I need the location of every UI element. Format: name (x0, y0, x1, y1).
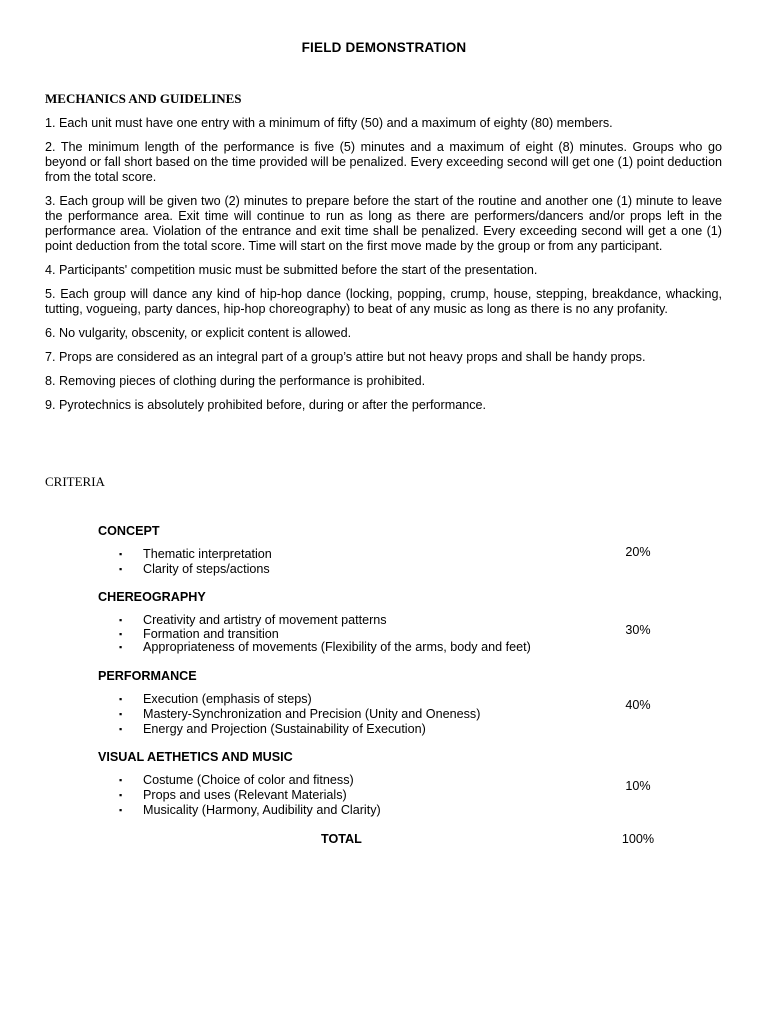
bullet-icon: ▪ (119, 789, 123, 800)
criteria-item (98, 773, 678, 788)
bullet-icon: ▪ (119, 549, 123, 559)
criteria-item (98, 628, 678, 642)
document-title: FIELD DEMONSTRATION (301, 40, 467, 55)
criteria-group-concept (98, 524, 678, 577)
criteria-item-label: Clarity of steps/actions (143, 561, 270, 576)
criteria-percent-chereography: 30% (625, 623, 651, 637)
criteria-group-title: VISUAL AETHETICS AND MUSIC (98, 750, 293, 764)
total-percent: 100% (621, 832, 655, 846)
guideline-rule-6: 6. No vulgarity, obscenity, or explicit content is allowed. (45, 326, 352, 340)
criteria-percent-concept: 20% (625, 545, 651, 559)
bullet-icon: ▪ (119, 723, 123, 734)
total-label: TOTAL (321, 832, 362, 846)
guideline-rule-2: 2. The minimum length of the performance is five (5) minutes and a maximum of eight (8) minutes. Groups who go beyond or fall short based on the time provided will be penalized. Every exceeding second will get one (1) point deduction from the total score. (45, 140, 722, 184)
criteria-item-label: Energy and Projection (Sustainability of Execution) (143, 721, 426, 736)
bullet-icon: ▪ (119, 642, 123, 652)
criteria-item-label: Musicality (Harmony, Audibility and Clarity) (143, 802, 381, 817)
bullet-icon: ▪ (119, 615, 123, 625)
criteria-item-list (98, 614, 678, 655)
criteria-item-label: Creativity and artistry of movement patterns (143, 613, 387, 627)
criteria-item (98, 562, 678, 577)
criteria-item-label: Thematic interpretation (143, 547, 272, 561)
bullet-icon: ▪ (119, 628, 123, 639)
criteria-item-label: Props and uses (Relevant Materials) (143, 787, 347, 802)
criteria-item-list (98, 692, 678, 736)
guideline-rule-7: 7. Props are considered as an integral part of a group’s attire but not heavy props and shall be handy props. (45, 350, 646, 364)
criteria-group-title: CHEREOGRAPHY (98, 590, 206, 604)
bullet-icon: ▪ (119, 804, 123, 815)
criteria-item-list (98, 547, 678, 577)
guideline-rule-4: 4. Participants' competition music must be submitted before the start of the presentation. (45, 263, 538, 277)
criteria-item (98, 692, 678, 707)
criteria-percent-performance: 40% (625, 698, 651, 712)
guideline-rule-3: 3. Each group will be given two (2) minutes to prepare before the start of the routine and another one (1) minute to leave the performance area. Exit time will continue to run as long as there are performers/dancers and/or props left in the performance area. Violation of the entrance and exit time shall be penalized. Every exceeding second will get a one (1) point deduction from the total score. Time will start on the first move made by the group or from any participant. (45, 194, 722, 253)
criteria-item-label: Appropriateness of movements (Flexibility of the arms, body and feet) (143, 640, 531, 654)
criteria-item (98, 788, 678, 803)
criteria-group-chereography (98, 590, 678, 655)
guideline-rule-5: 5. Each group will dance any kind of hip-hop dance (locking, popping, crump, house, stepping, breakdance, whacking, tutting, vogueing, party dances, hip-hop choreography) to beat of any music as long as there is no any profanity. (45, 287, 722, 316)
guideline-rule-1: 1. Each unit must have one entry with a minimum of fifty (50) and a maximum of eighty (80) members. (45, 116, 613, 130)
criteria-item (98, 707, 678, 722)
bullet-icon: ▪ (119, 694, 123, 704)
criteria-group-visual-music (98, 750, 678, 817)
criteria-item-label: Execution (emphasis of steps) (143, 692, 312, 706)
criteria-item-label: Formation and transition (143, 626, 279, 641)
criteria-group-performance (98, 669, 678, 736)
criteria-item-label: Mastery-Synchronization and Precision (Unity and Oneness) (143, 706, 481, 721)
criteria-group-title: PERFORMANCE (98, 669, 197, 683)
guidelines-list (45, 116, 722, 422)
guideline-rule-9: 9. Pyrotechnics is absolutely prohibited before, during or after the performance. (45, 398, 487, 412)
criteria-group-title: CONCEPT (98, 524, 160, 538)
criteria-item (98, 614, 678, 628)
bullet-icon: ▪ (119, 775, 123, 785)
criteria-item-list (98, 773, 678, 817)
criteria-item (98, 641, 678, 655)
criteria-item (98, 722, 678, 737)
mechanics-heading: MECHANICS AND GUIDELINES (45, 91, 242, 106)
criteria-item (98, 803, 678, 818)
criteria-item-label: Costume (Choice of color and fitness) (143, 773, 354, 787)
bullet-icon: ▪ (119, 708, 123, 719)
criteria-percent-visual-music: 10% (625, 779, 651, 793)
criteria-heading: CRITERIA (45, 474, 105, 489)
bullet-icon: ▪ (119, 563, 123, 574)
guideline-rule-8: 8. Removing pieces of clothing during the performance is prohibited. (45, 374, 426, 388)
criteria-item (98, 547, 678, 562)
